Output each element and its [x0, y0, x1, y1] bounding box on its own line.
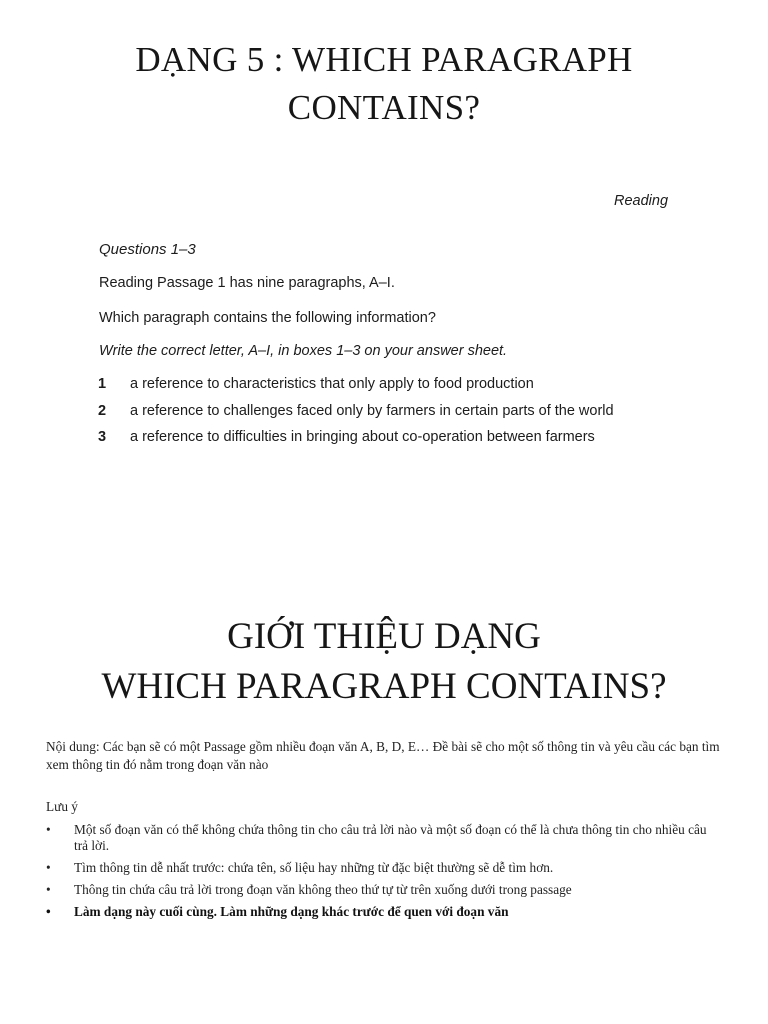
question-text: a reference to difficulties in bringing about co-operation between farmers — [130, 429, 595, 445]
page-title-line-2: CONTAINS? — [287, 88, 481, 127]
note-text: Tìm thông tin dễ nhất trước: chứa tên, số liệu hay những từ đặc biệt thường sẽ dễ tìm hơn. — [74, 860, 554, 875]
note-item — [46, 860, 722, 876]
notes-list — [46, 822, 722, 926]
note-label: Lưu ý — [46, 799, 78, 814]
question-item — [98, 429, 595, 445]
instruction-line-1: Reading Passage 1 has nine paragraphs, A–I. — [99, 275, 395, 291]
note-item — [46, 882, 722, 898]
section-title — [0, 612, 768, 712]
instruction-line-3: Write the correct letter, A–I, in boxes 1–3 on your answer sheet. — [99, 343, 508, 359]
question-number: 3 — [98, 429, 107, 445]
note-text: Thông tin chứa câu trả lời trong đoạn văn không theo thứ tự từ trên xuống dưới trong passage — [74, 882, 572, 897]
question-number: 2 — [98, 403, 107, 419]
section-title-line-1: GIỚI THIỆU DẠNG — [227, 616, 541, 657]
note-text: Một số đoạn văn có thể không chứa thông tin cho câu trả lời nào và một số đoạn có thể là chưa thông tin cho nhiều câu trả lời. — [74, 822, 707, 853]
questions-heading: Questions 1–3 — [99, 241, 196, 258]
section-title-line-2: WHICH PARAGRAPH CONTAINS? — [101, 666, 667, 707]
note-text: Làm dạng này cuối cùng. Làm những dạng khác trước để quen với đoạn văn — [74, 904, 509, 919]
content-paragraph: Nội dung: Các bạn sẽ có một Passage gồm nhiều đoạn văn A, B, D, E… Đề bài sẽ cho một số thông tin và yêu cầu các bạn tìm xem thông tin đó nằm trong đoạn văn nào — [46, 739, 720, 772]
page-title-line-1: DẠNG 5 : WHICH PARAGRAPH — [135, 40, 633, 79]
bullet-icon: • — [46, 822, 51, 837]
note-item — [46, 904, 722, 920]
question-text: a reference to characteristics that only apply to food production — [130, 376, 534, 392]
instruction-line-2: Which paragraph contains the following information? — [99, 310, 436, 326]
bullet-icon: • — [46, 860, 51, 875]
bullet-icon: • — [46, 904, 51, 919]
note-item — [46, 822, 722, 854]
exam-excerpt — [0, 0, 768, 470]
excerpt-header-word: Reading — [614, 193, 669, 209]
bullet-icon: • — [46, 882, 51, 897]
question-number: 1 — [98, 376, 107, 392]
question-item — [98, 376, 534, 392]
question-text: a reference to challenges faced only by farmers in certain parts of the world — [130, 403, 614, 419]
question-item — [98, 403, 614, 419]
